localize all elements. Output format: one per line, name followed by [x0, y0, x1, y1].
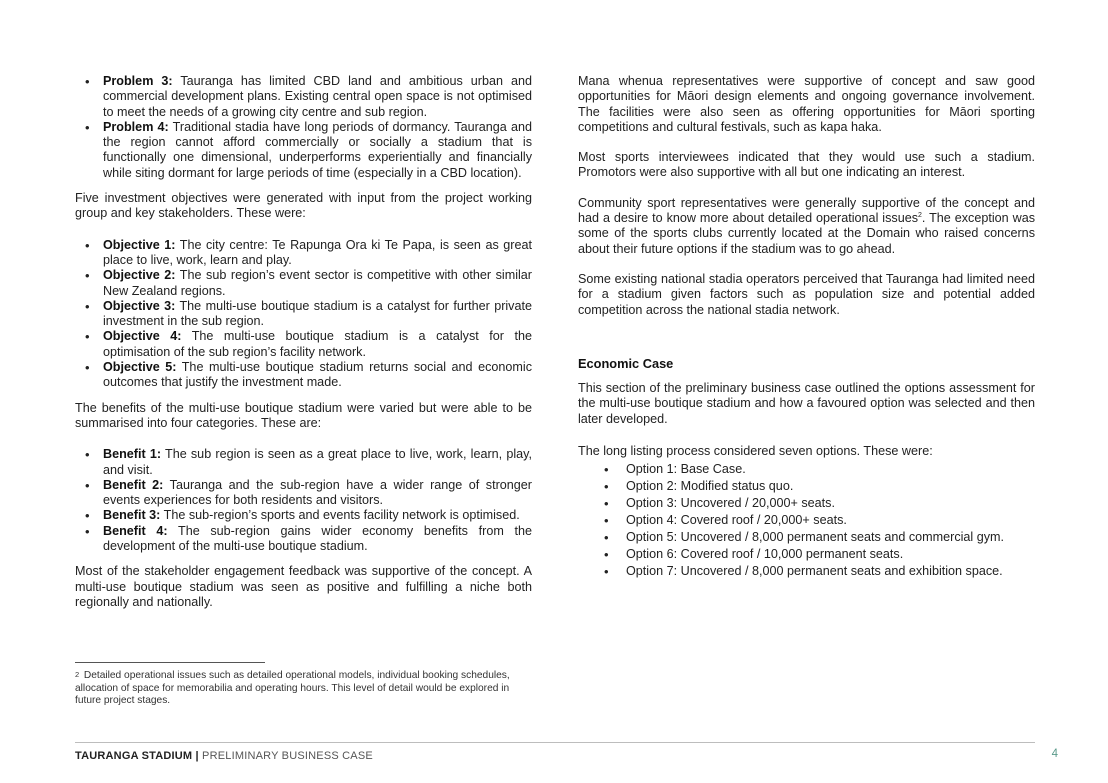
- footnote: [75, 670, 532, 708]
- footer-divider: [75, 742, 1035, 743]
- benefits-list: [75, 447, 532, 554]
- problems-list: [75, 74, 532, 181]
- objective-label: Objective 3:: [103, 298, 176, 313]
- mana-whenua-paragraph: Mana whenua representatives were supportive of concept and saw good opportunities for Māori design elements and ongoing governance involvement. The facilities were also seen as offering opportunities for Māori sporting competitions and cultural festivals, such as kapa haka.: [578, 74, 1035, 134]
- list-item: [75, 508, 532, 523]
- left-column: [75, 74, 532, 610]
- objective-text: The sub region’s event sector is competitive with other similar New Zealand regions.: [103, 268, 532, 298]
- footnote-text: Detailed operational issues such as detailed operational models, individual booking schedules, allocation of space for memorabilia and operating hours. This level of detail would be explored in future project stages.: [75, 670, 510, 707]
- community-text-a: Community sport representatives were generally supportive of the concept and had a desire to know more about detailed operational issues: [578, 195, 1035, 226]
- right-column: [578, 74, 1035, 580]
- footer-title: [75, 749, 373, 763]
- list-item: [75, 524, 532, 555]
- economic-case-paragraph: This section of the preliminary business case outlined the options assessment for the multi-use boutique stadium and how a favoured option was selected and then later developed.: [578, 381, 1035, 426]
- benefit-label: Benefit 4:: [103, 523, 168, 538]
- benefit-label: Benefit 3:: [103, 508, 161, 523]
- list-item: [75, 447, 532, 478]
- options-intro: The long listing process considered seven options. These were:: [578, 444, 933, 459]
- list-item: • Option 3: Uncovered / 20,000+ seats.: [578, 495, 1035, 512]
- list-item: • Option 4: Covered roof / 20,000+ seats.: [578, 512, 1035, 529]
- list-item: [75, 268, 532, 299]
- objective-text: The city centre: Te Rapunga Ora ki Te Papa, is seen as great place to live, work, learn and play.: [103, 237, 532, 267]
- list-item: [75, 478, 532, 509]
- footer-title-bold: TAURANGA STADIUM |: [75, 750, 199, 762]
- list-item: [75, 360, 532, 391]
- problem-text: Tauranga has limited CBD land and ambitious urban and commercial development plans. Existing central open space is not optimised to meet the needs of a growing city centre and sub region.: [103, 74, 532, 119]
- footnote-mark: 2: [75, 670, 80, 679]
- benefit-text: Tauranga and the sub-region have a wider range of stronger events experiences for both residents and visitors.: [103, 477, 532, 508]
- options-list: [578, 461, 1035, 580]
- objective-label: Objective 1:: [103, 237, 176, 252]
- problem-text: Traditional stadia have long periods of dormancy. Tauranga and the region cannot afford commercially or socially a stadium that is functionally one dimensional, underperforms experientially and financially while siting dormant for large periods of time (especially in a CBD location).: [103, 119, 532, 180]
- economic-case-heading: Economic Case: [578, 355, 674, 371]
- community-paragraph: [578, 196, 1035, 257]
- objective-label: Objective 4:: [103, 329, 182, 344]
- list-item: [75, 120, 532, 181]
- objectives-intro: Five investment objectives were generated with input from the project working group and key stakeholders. These were:: [75, 191, 532, 221]
- footnote-reference: 2: [918, 211, 922, 219]
- sports-paragraph: Most sports interviewees indicated that they would use such a stadium. Promotors were also supportive with all but one indicating an interest.: [578, 150, 1035, 180]
- objective-text: The multi-use boutique stadium is a catalyst for the optimisation of the sub region’s facility network.: [103, 329, 532, 359]
- benefit-text: The sub region is seen as a great place to live, work, learn, play, and visit.: [103, 447, 532, 477]
- objective-text: The multi-use boutique stadium returns social and economic outcomes that justify the investment made.: [103, 360, 532, 390]
- benefit-label: Benefit 1:: [103, 447, 162, 462]
- objective-label: Objective 2:: [103, 268, 176, 283]
- list-item: • Option 1: Base Case.: [578, 461, 1035, 478]
- list-item: • Option 6: Covered roof / 10,000 permanent seats.: [578, 546, 1035, 563]
- objectives-list: [75, 238, 532, 391]
- benefits-intro: The benefits of the multi-use boutique stadium were varied but were able to be summarised into four categories. These are:: [75, 400, 532, 430]
- page-number: 4: [1051, 748, 1058, 760]
- problem-label: Problem 4:: [103, 119, 169, 134]
- objective-text: The multi-use boutique stadium is a catalyst for further private investment in the sub region.: [103, 298, 532, 329]
- list-item: [75, 329, 532, 360]
- problem-label: Problem 3:: [103, 74, 173, 88]
- list-item: [75, 299, 532, 330]
- benefit-label: Benefit 2:: [103, 477, 164, 492]
- list-item: • Option 7: Uncovered / 8,000 permanent seats and exhibition space.: [578, 563, 1035, 580]
- list-item: • Option 2: Modified status quo.: [578, 478, 1035, 495]
- stakeholder-closing: Most of the stakeholder engagement feedback was supportive of the concept. A multi-use boutique stadium was seen as positive and fulfilling a niche both regionally and nationally.: [75, 564, 532, 609]
- footer-title-light: PRELIMINARY BUSINESS CASE: [198, 750, 373, 762]
- community-text-b: . The exception was some of the sports clubs currently located at the Domain who raised concerns about their future options if the stadium was to go ahead.: [578, 211, 1035, 256]
- objective-label: Objective 5:: [103, 360, 177, 375]
- list-item: • Option 5: Uncovered / 8,000 permanent seats and commercial gym.: [578, 529, 1035, 546]
- list-item: [75, 74, 532, 120]
- benefit-text: The sub-region’s sports and events facility network is optimised.: [160, 508, 520, 523]
- footnote-divider: [75, 662, 265, 663]
- benefit-text: The sub-region gains wider economy benefits from the development of the multi-use boutique stadium.: [103, 523, 533, 554]
- stadia-operators-paragraph: Some existing national stadia operators perceived that Tauranga had limited need for a stadium given factors such as population size and potential added competition across the national stadia network.: [578, 271, 1035, 317]
- list-item: [75, 238, 532, 269]
